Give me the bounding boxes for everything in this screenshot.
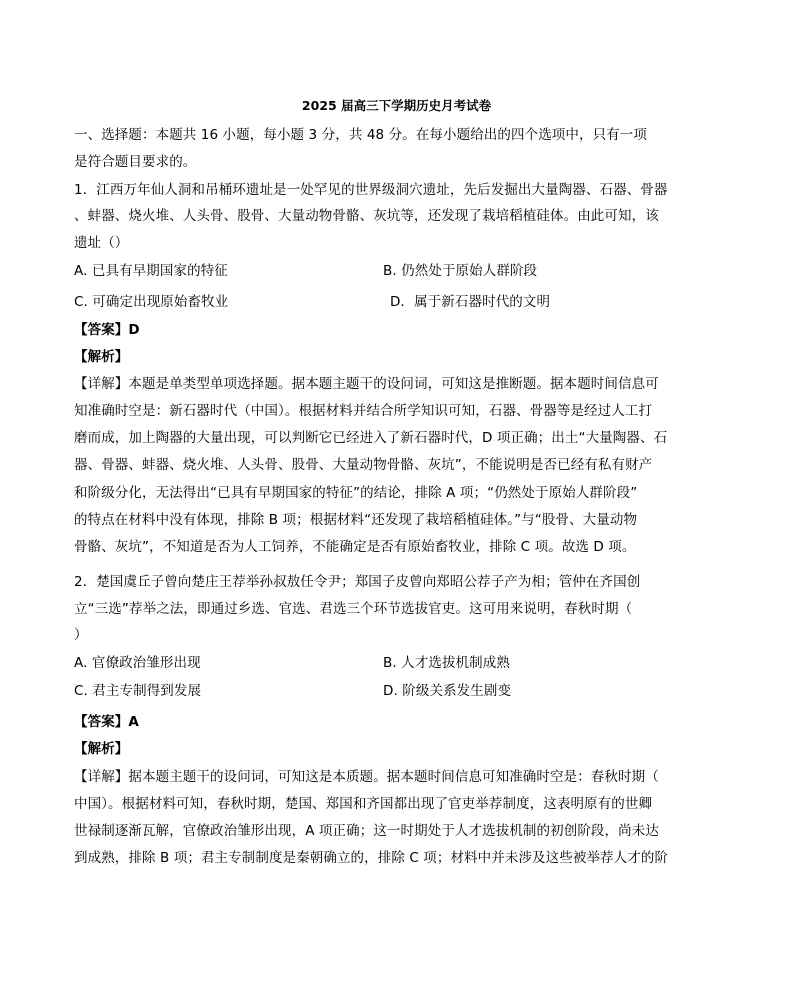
question-2-option-c[interactable]: C. 君主专制得到发展 — [74, 683, 202, 699]
question-1-detail-line-5: 和阶级分化，无法得出“已具有早期国家的特征”的结论，排除 A 项；“仍然处于原始人群阶段” — [74, 485, 638, 501]
question-1-stem-line-1: 1．江西万年仙人洞和吊桶环遗址是一处罕见的世界级洞穴遗址，先后发掘出大量陶器、石器、骨器 — [74, 182, 668, 198]
question-1-detail-line-2: 知准确时空是：新石器时代（中国）。根据材料并结合所学知识可知，石器、骨器等是经过人工打 — [74, 403, 653, 419]
question-2-detail-line-1: 【详解】据本题主题干的设问词，可知这是本质题。据本题时间信息可知准确时空是：春秋时期（ — [74, 769, 659, 785]
question-1-option-a[interactable]: A. 已具有早期国家的特征 — [74, 263, 228, 279]
question-1-detail-line-7: 骨骼、灰坑”，不知道是否为人工饲养，不能确定是否有原始畜牧业，排除 C 项。故选 D 项。 — [74, 539, 636, 555]
question-1-option-c[interactable]: C. 可确定出现原始畜牧业 — [74, 294, 229, 310]
question-2-option-b[interactable]: B. 人才选拔机制成熟 — [383, 655, 510, 671]
question-2-analysis-label: 【解析】 — [74, 741, 129, 757]
question-1-detail-line-4: 器、骨器、蚌器、烧火堆、人头骨、股骨、大量动物骨骼、灰坑”，不能说明是否已经有私有财产 — [74, 457, 653, 473]
question-1-detail-line-6: 的特点在材料中没有体现，排除 B 项；根据材料“还发现了栽培稻植硅体。”与“股骨、大量动物 — [74, 512, 638, 528]
question-2-stem-line-3: ） — [74, 627, 88, 643]
question-2-answer: 【答案】A — [74, 714, 139, 730]
question-2-detail-line-3: 世禄制逐渐瓦解，官僚政治雏形出现，A 项正确；这一时期处于人才选拔机制的初创阶段，尚未达 — [74, 823, 659, 839]
section-instruction-line-2: 是符合题目要求的。 — [74, 154, 197, 170]
question-1-analysis-label: 【解析】 — [74, 349, 129, 365]
question-1-option-b[interactable]: B. 仍然处于原始人群阶段 — [383, 263, 538, 279]
question-1-detail-line-1: 【详解】本题是单类型单项选择题。据本题主题干的设问词，可知这是推断题。据本题时间信息可 — [74, 376, 659, 392]
question-2-detail-line-4: 到成熟，排除 B 项；君主专制制度是秦朝确立的，排除 C 项；材料中并未涉及这些被举荐人才的阶 — [74, 850, 669, 866]
question-1-detail-line-3: 磨而成，加上陶器的大量出现，可以判断它已经进入了新石器时代，D 项正确；出土“大量陶器、石 — [74, 430, 668, 446]
question-1-option-d[interactable]: D．属于新石器时代的文明 — [390, 294, 551, 310]
section-instruction-line-1: 一、选择题：本题共 16 小题，每小题 3 分，共 48 分。在每小题给出的四个选项中，只有一项 — [74, 127, 647, 143]
question-2-stem-line-2: 立“三选”荐举之法，即通过乡选、官选、君选三个环节选拔官吏。这可用来说明，春秋时期（ — [74, 601, 633, 617]
question-1-stem-line-2: 、蚌器、烧火堆、人头骨、股骨、大量动物骨骼、灰坑等，还发现了栽培稻植硅体。由此可知，该 — [74, 208, 659, 224]
question-2-option-a[interactable]: A. 官僚政治雏形出现 — [74, 655, 201, 671]
exam-title: 2025 届高三下学期历史月考试卷 — [301, 98, 492, 113]
question-2-option-d[interactable]: D. 阶级关系发生剧变 — [383, 683, 512, 699]
question-2-stem-line-1: 2．楚国虞丘子曾向楚庄王荐举孙叔敖任令尹；郑国子皮曾向郑昭公荐子产为相；管仲在齐国创 — [74, 574, 641, 590]
question-2-detail-line-2: 中国）。根据材料可知，春秋时期，楚国、郑国和齐国都出现了官吏举荐制度，这表明原有的世卿 — [74, 796, 653, 812]
question-1-answer: 【答案】D — [74, 322, 140, 338]
question-1-stem-line-3: 遗址（） — [74, 235, 129, 251]
